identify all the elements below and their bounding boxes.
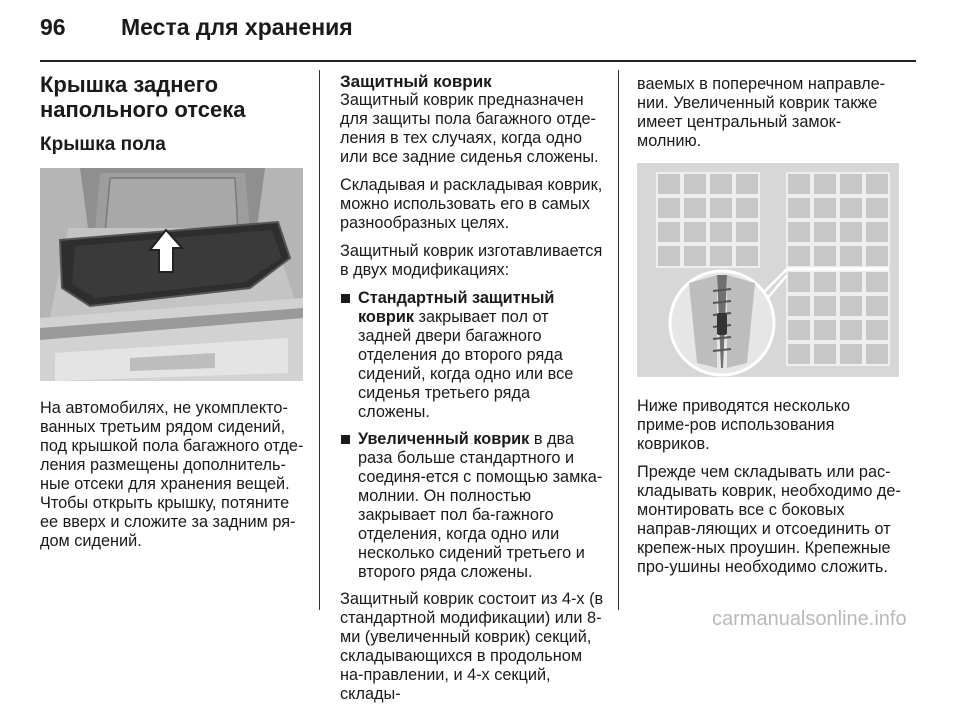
- column-divider-2: [618, 70, 619, 610]
- column-2: [340, 72, 605, 713]
- column-1: [40, 72, 305, 560]
- bullet-item: [340, 289, 605, 422]
- section-heading: Крышка заднего напольного отсека: [40, 72, 246, 122]
- mat-paragraph-1: Защитный коврик предназначен для защиты пола багажного отде-ления в тех случаях, когда одно или все задние сиденья сложены.: [340, 91, 599, 166]
- floor-cover-description: На автомобилях, не укомплекто-ванных третьим рядом сидений, под крышкой пола багажного отде-ления размещены дополнитель-ные отсеки для хранения вещей. Чтобы открыть крышку, потяните ее вверх и сложите за задним ря-дом сидений.: [40, 399, 304, 550]
- protective-mat-zipper-illustration: [637, 163, 899, 377]
- instructions-paragraph: Прежде чем складывать или рас-кладывать коврик, необходимо де-монтировать все с боковых направ-ляющих и отсоединить от крепеж-ных проушин. Крепежные про-ушины необходимо сложить.: [637, 463, 901, 576]
- mat-paragraph-4: Защитный коврик состоит из 4-х (в стандартной модификации) или 8-ми (увеличенный коврик) секций, складывающихся в продольном на-правлении, и 4-х секций, склады-: [340, 590, 604, 703]
- chapter-title: Места для хранения: [121, 14, 353, 40]
- mat-heading: Защитный коврик: [340, 72, 492, 91]
- trunk-floor-cover-illustration: [40, 168, 303, 381]
- section-subheading: Крышка пола: [40, 134, 166, 155]
- mat-continued-paragraph: ваемых в поперечном направле-нии. Увеличенный коврик также имеет центральный замок-молнию.: [637, 75, 886, 150]
- mat-paragraph-2: Складывая и раскладывая коврик, можно использовать его в самых разнообразных целях.: [340, 176, 603, 232]
- mat-paragraph-3: Защитный коврик изготавливается в двух модификациях:: [340, 242, 603, 279]
- column-divider-1: [319, 70, 320, 610]
- bullet-term: Увеличенный коврик: [358, 430, 530, 448]
- watermark: carmanualsonline.info: [712, 608, 907, 630]
- column-3: [637, 75, 905, 586]
- bullet-marker: [341, 294, 350, 303]
- header-rule: [40, 60, 916, 62]
- page-number: 96: [40, 14, 66, 40]
- bullet-text: в два раза больше стандартного и соединя-ется с помощью замка-молнии. Он полностью закрывает пол ба-гажного отделения, когда одно или несколько сидений третьего и второго ряда сложены.: [358, 430, 603, 581]
- bullet-text: закрывает пол от задней двери багажного отделения до второго ряда сидений, когда одно или все сиденья третьего ряда сложены.: [358, 308, 574, 421]
- bullet-item: [340, 430, 605, 582]
- usage-examples-paragraph: Ниже приводятся несколько приме-ров использования ковриков.: [637, 397, 851, 453]
- bullet-term: Стандартный защитный коврик: [358, 289, 555, 326]
- bullet-marker: [341, 435, 350, 444]
